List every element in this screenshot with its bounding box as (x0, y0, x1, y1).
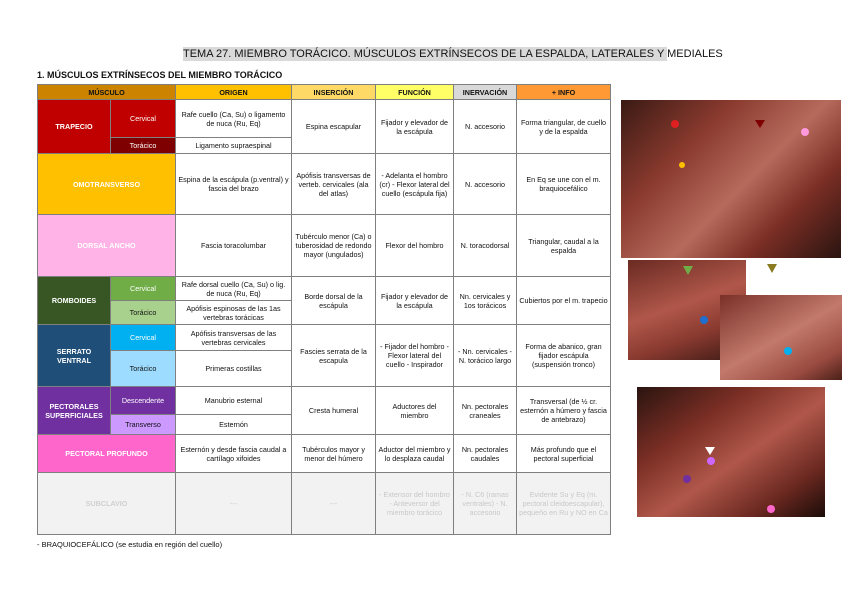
dorsal-inervacion: N. toracodorsal (454, 215, 517, 277)
subclavio-info: Evidente Su y Eq (m. pectoral cleidoescapular), pequeño en Ru y NO en Ca (517, 473, 611, 535)
omotransverso-origen: Espina de la escápula (p.ventral) y fascia del brazo (176, 154, 292, 215)
serrato-insercion: Fascies serrata de la escapula (292, 325, 376, 387)
romboides-toracico: Torácico (111, 301, 176, 325)
romboides-funcion: Fijador y elevador de la escápula (376, 277, 454, 325)
pectprof-funcion: Aductor del miembro y lo desplaza caudal (376, 435, 454, 473)
serrato-origen-toracico: Primeras costillas (176, 351, 292, 387)
romboides-inervacion: Nn. cervicales y 1os torácicos (454, 277, 517, 325)
dorsal-info: Triangular, caudal a la espalda (517, 215, 611, 277)
muscle-trapecio: TRAPECIO (38, 100, 111, 154)
section-heading: 1. MÚSCULOS EXTRÍNSECOS DEL MIEMBRO TORÁCICO (37, 70, 283, 80)
subclavio-funcion: - Extensor del hombro - Anteversor del miembro torácico (376, 473, 454, 535)
romboides-origen-toracico: Apófisis espinosas de las 1as vertebras torácicas (176, 301, 292, 325)
muscle-subclavio: SUBCLAVIO (38, 473, 176, 535)
pectsup-inervacion: Nn. pectorales craneales (454, 387, 517, 435)
header-funcion: FUNCIÓN (376, 85, 454, 100)
trapecio-info: Forma triangular, de cuello y de la espalda (517, 100, 611, 154)
dissection-photo-4 (637, 387, 825, 517)
pectsup-origen-transverso: Esternón (176, 415, 292, 435)
trapecio-cervical: Cervical (111, 100, 176, 138)
muscle-pectorales-superficiales: PECTORALES SUPERFICIALES (38, 387, 111, 435)
omotransverso-funcion: - Adelanta el hombro (cr) - Flexor lateral del cuello (escápula fija) (376, 154, 454, 215)
serrato-toracico: Torácico (111, 351, 176, 387)
pectsup-origen-descendente: Manubrio esternal (176, 387, 292, 415)
muscle-omotransverso: OMOTRANSVERSO (38, 154, 176, 215)
subclavio-insercion: --- (292, 473, 376, 535)
omotransverso-insercion: Apófisis transversas de verteb. cervicales (ala del atlas) (292, 154, 376, 215)
header-insercion: INSERCIÓN (292, 85, 376, 100)
pectprof-insercion: Tubérculos mayor y menor del húmero (292, 435, 376, 473)
trapecio-insercion: Espina escapular (292, 100, 376, 154)
trapecio-toracico: Torácico (111, 138, 176, 154)
omotransverso-info: En Eq se une con el m. braquiocefálico (517, 154, 611, 215)
trapecio-funcion: Fijador y elevador de la escápula (376, 100, 454, 154)
muscle-pectoral-profundo: PECTORAL PROFUNDO (38, 435, 176, 473)
serrato-info: Forma de abanico, gran fijador escápula (suspensión tronco) (517, 325, 611, 387)
pectsup-descendente: Descendente (111, 387, 176, 415)
trapecio-inervacion: N. accesorio (454, 100, 517, 154)
romboides-info: Cubiertos por el m. trapecio (517, 277, 611, 325)
header-inervacion: INERVACIÓN (454, 85, 517, 100)
muscle-table (37, 84, 611, 535)
dorsal-funcion: Flexor del hombro (376, 215, 454, 277)
serrato-inervacion: - Nn. cervicales - N. torácico largo (454, 325, 517, 387)
pectsup-info: Transversal (de ½ cr. esternón a húmero y fascia de antebrazo) (517, 387, 611, 435)
page-title: TEMA 27. MIEMBRO TORÁCICO. MÚSCULOS EXTRÍNSECOS DE LA ESPALDA, LATERALES Y MEDIALES (183, 48, 723, 60)
romboides-origen-cervical: Rafe dorsal cuello (Ca, Su) o lig. de nuca (Ru, Eq) (176, 277, 292, 301)
header-info: + INFO (517, 85, 611, 100)
serrato-origen-cervical: Apófisis transversas de las vertebras cervicales (176, 325, 292, 351)
dissection-photo-1 (621, 100, 841, 258)
subclavio-inervacion: - N. C6 (ramas ventrales) - N. accesorio (454, 473, 517, 535)
pectsup-transverso: Transverso (111, 415, 176, 435)
serrato-funcion: - Fijador del hombro - Flexor lateral del cuello - Inspirador (376, 325, 454, 387)
serrato-cervical: Cervical (111, 325, 176, 351)
muscle-serrato-ventral: SERRATO VENTRAL (38, 325, 111, 387)
header-musculo: MÚSCULO (38, 85, 176, 100)
muscle-dorsal-ancho: DORSAL ANCHO (38, 215, 176, 277)
pectsup-insercion: Cresta humeral (292, 387, 376, 435)
dorsal-insercion: Tubérculo menor (Ca) o tuberosidad de redondo mayor (ungulados) (292, 215, 376, 277)
header-origen: ORIGEN (176, 85, 292, 100)
pectprof-info: Más profundo que el pectoral superficial (517, 435, 611, 473)
pectprof-inervacion: Nn. pectorales caudales (454, 435, 517, 473)
dissection-photo-3 (720, 295, 842, 380)
omotransverso-inervacion: N. accesorio (454, 154, 517, 215)
romboides-cervical: Cervical (111, 277, 176, 301)
dorsal-origen: Fascia toracolumbar (176, 215, 292, 277)
pectprof-origen: Esternón y desde fascia caudal a cartílago xifoides (176, 435, 292, 473)
marker-triangle-icon (767, 264, 777, 273)
subclavio-origen: --- (176, 473, 292, 535)
trapecio-origen-toracico: Ligamento supraespinal (176, 138, 292, 154)
muscle-romboides: ROMBOIDES (38, 277, 111, 325)
romboides-insercion: Borde dorsal de la escápula (292, 277, 376, 325)
pectsup-funcion: Aductores del miembro (376, 387, 454, 435)
footnote: - BRAQUIOCEFÁLICO (se estudia en región del cuello) (37, 540, 223, 549)
trapecio-origen-cervical: Rafe cuello (Ca, Su) o ligamento de nuca (Ru, Eq) (176, 100, 292, 138)
